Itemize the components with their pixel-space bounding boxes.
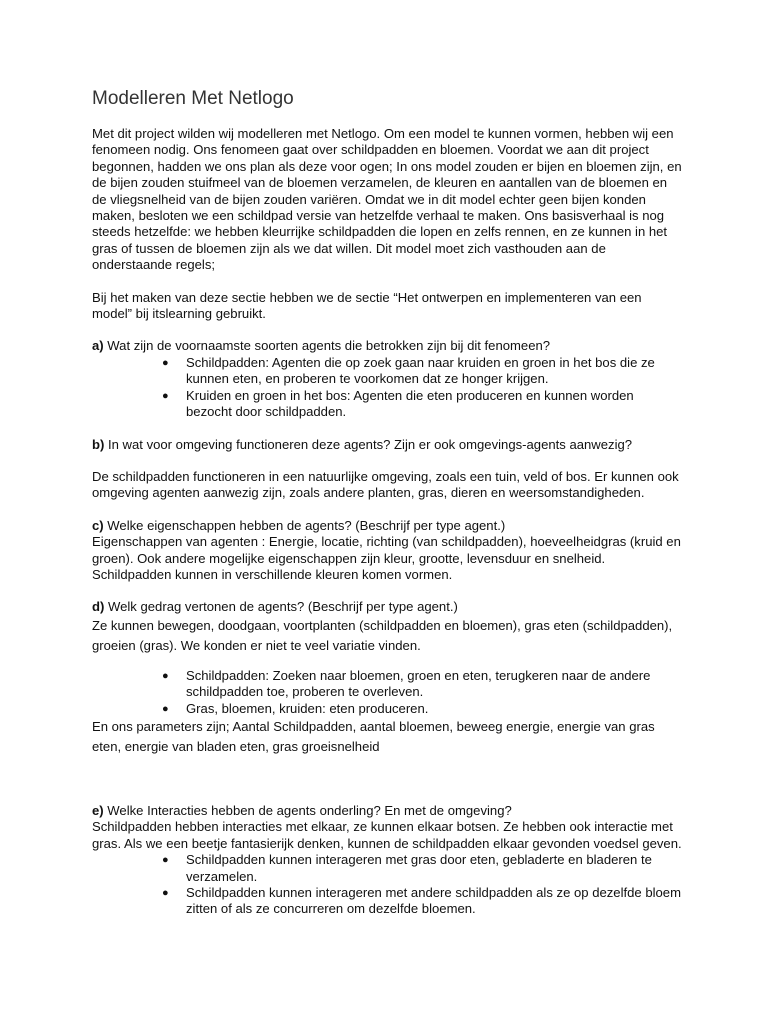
question-a [92, 338, 682, 354]
answer-b: De schildpadden functioneren in een natuurlijke omgeving, zoals een tuin, veld of bos. Er kunnen ook omgeving agenten aanwezig zijn, zoals andere planten, gras, dieren en weersomstandigheden. [92, 468, 679, 501]
question-c-text: Welke eigenschappen hebben de agents? (Beschrijf per type agent.) [103, 517, 506, 533]
answer-c: Eigenschappen van agenten : Energie, locatie, richting (van schildpadden), hoeveelheidgras (kruid en groen). Ook andere mogelijke eigenschappen zijn kleur, grootte, levensduur en snelheid. Schildpadden kunnen in verschillende kleuren komen vormen. [92, 534, 681, 582]
list-item [92, 388, 682, 421]
bullet-icon: ● [162, 854, 169, 867]
bullet-icon: ● [162, 389, 169, 402]
question-e-label: e) [92, 802, 104, 818]
question-d-label: d) [92, 599, 105, 615]
bullet-icon: ● [162, 887, 169, 899]
list-item [92, 852, 682, 885]
bullet-icon: ● [162, 669, 169, 682]
question-e-list [92, 852, 682, 918]
list-item [92, 668, 682, 701]
question-b-label: b) [92, 436, 105, 452]
list-item [92, 885, 682, 918]
list-item [92, 355, 682, 388]
bullet-icon: ● [162, 356, 169, 369]
question-e-text: Welke Interacties hebben de agents onderling? En met de omgeving? [103, 802, 512, 818]
intro-paragraph: Met dit project wilden wij modelleren met Netlogo. Om een model te kunnen vormen, hebben wij een fenomeen nodig. Ons fenomeen gaat over schildpadden en bloemen. Voordat we aan dit project begonnen, hadden we ons plan als deze voor ogen; In ons model zouden er bijen en bloemen zijn, en de bijen zouden stuifmeel van de bloemen verzamelen, de kleuren en aantallen van de bloemen en de vliegsnelheid van de bijen zouden variëren. Omdat we in dit model echter geen bijen konden maken, besloten we een schildpad versie van hetzelfde verhaal te maken. Ons basisverhaal is nog steeds hetzelfde: we hebben kleurrijke schildpadden die lopen en zelfs rennen, en ze kunnen in het gras of tussen de bloemen zijn als we dat willen. Dit model moet zich vasthouden aan de onderstaande regels; [92, 126, 682, 273]
list-item-text: Schildpadden: Agenten die op zoek gaan naar kruiden en groen in het bos die ze kunnen eten, en proberen te voorkomen dat ze honger krijgen. [186, 354, 655, 387]
document-body [92, 126, 682, 918]
question-b [92, 437, 682, 453]
page-title: Modelleren Met Netlogo [92, 88, 294, 109]
bullet-icon: ● [162, 702, 169, 715]
answer-e: Schildpadden hebben interacties met elkaar, ze kunnen elkaar botsen. Ze hebben ook interactie met gras. Als we een beetje fantasierijk denken, kunnen de schildpadden elkaar gevonden voedsel geven. [92, 819, 682, 851]
source-note-paragraph: Bij het maken van deze sectie hebben we de sectie “Het ontwerpen en implementeren van een model” bij itslearning gebruikt. [92, 289, 642, 322]
list-item-text: Gras, bloemen, kruiden: eten produceren. [186, 700, 429, 716]
question-a-list [92, 355, 682, 421]
question-d [92, 599, 682, 615]
question-e [92, 803, 682, 819]
question-d-text: Welk gedrag vertonen de agents? (Beschrijf per type agent.) [104, 599, 458, 615]
question-a-label: a) [92, 338, 104, 354]
question-b-text: In wat voor omgeving functioneren deze agents? Zijn er ook omgevings-agents aanwezig? [104, 436, 633, 452]
answer-d: Ze kunnen bewegen, doodgaan, voortplanten (schildpadden en bloemen), gras eten (schildpadden), groeien (gras). We konden er niet te veel variatie vinden. [92, 617, 673, 653]
list-item-text: Kruiden en groen in het bos: Agenten die eten produceren en kunnen worden bezocht door schildpadden. [186, 387, 634, 420]
question-a-text: Wat zijn de voornaamste soorten agents die betrokken zijn bij dit fenomeen? [103, 338, 551, 354]
list-item [92, 701, 682, 717]
question-c-label: c) [92, 517, 104, 533]
parameters-paragraph: En ons parameters zijn; Aantal Schildpadden, aantal bloemen, beweeg energie, energie van gras eten, energie van bladen eten, gras groeisnelheid [92, 718, 655, 754]
question-d-list [92, 668, 682, 717]
list-item-text: Schildpadden: Zoeken naar bloemen, groen en eten, terugkeren naar de andere schildpadden toe, proberen te overleven. [186, 667, 651, 700]
list-item-text: Schildpadden kunnen interageren met andere schildpadden als ze op dezelfde bloem zitten of als ze concurreren om dezelfde bloemen. [186, 885, 681, 917]
question-c [92, 518, 682, 534]
list-item-text: Schildpadden kunnen interageren met gras door eten, gebladerte en bladeren te verzamelen. [186, 852, 652, 884]
